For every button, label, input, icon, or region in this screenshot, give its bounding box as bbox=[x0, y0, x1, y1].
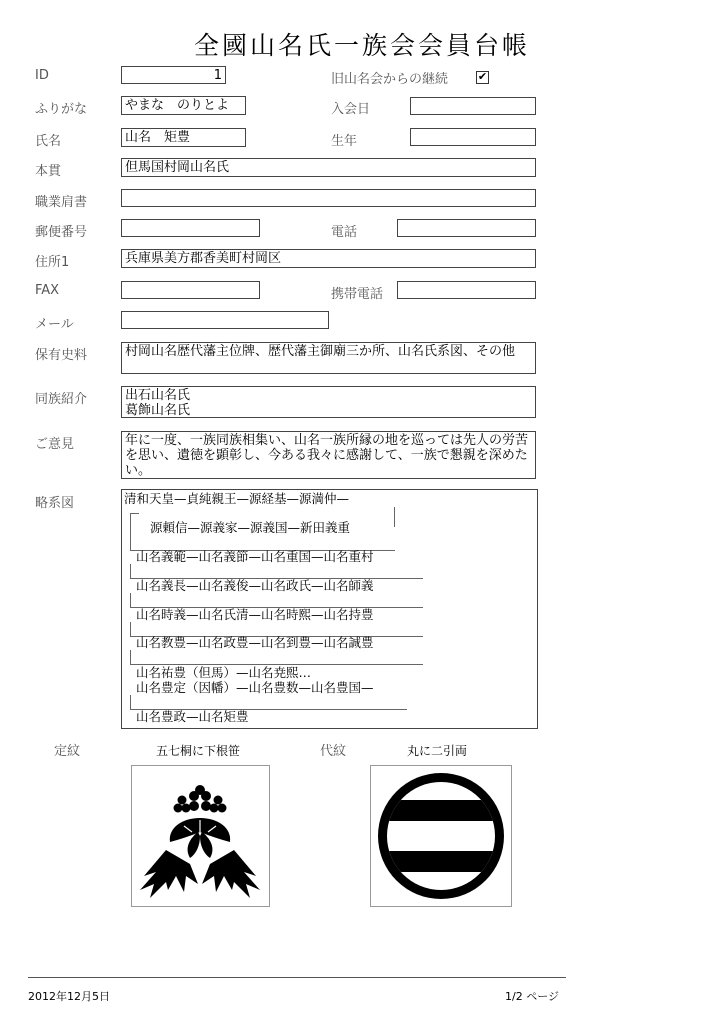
two-bars-in-circle-crest-icon bbox=[371, 766, 511, 906]
furigana-label: ふりがな bbox=[35, 102, 88, 117]
id-label: ID bbox=[35, 68, 49, 83]
opinion-label: ご意見 bbox=[35, 437, 75, 452]
lineage-row: 清和天皇—貞純親王—源経基—源満仲— bbox=[124, 491, 350, 506]
honkan-label: 本貫 bbox=[35, 164, 62, 179]
lineage-row: 山名教豊—山名政豊—山名到豊—山名誠豊 bbox=[136, 635, 374, 650]
jomon-image bbox=[131, 765, 270, 907]
lineage-row: 山名義範—山名義節—山名重国—山名重村 bbox=[136, 549, 374, 564]
postal-field[interactable] bbox=[121, 219, 260, 237]
introduction-field[interactable]: 出石山名氏 葛飾山名氏 bbox=[121, 386, 536, 418]
daimon-label: 代紋 bbox=[320, 744, 347, 759]
birth-year-label: 生年 bbox=[331, 134, 358, 149]
lineage-row: 山名豊政—山名矩豊 bbox=[136, 709, 249, 724]
lineage-label: 略系図 bbox=[35, 496, 75, 511]
page-title: 全國山名氏一族会会員台帳 bbox=[193, 31, 530, 60]
phone-label: 電話 bbox=[331, 225, 358, 240]
join-date-field[interactable] bbox=[410, 97, 536, 115]
opinion-field[interactable]: 年に一度、一族同族相集い、山名一族所縁の地を巡っては先人の労苦を思い、遺徳を顕彰し、今ある我々に感謝して、一族で懇親を深めたい。 bbox=[121, 431, 536, 479]
footer-date: 2012年12月5日 bbox=[28, 990, 110, 1003]
continuation-label: 旧山名会からの継続 bbox=[331, 72, 449, 87]
lineage-row: 山名祐豊（但馬）—山名尭熙… bbox=[136, 665, 312, 680]
name-label: 氏名 bbox=[35, 134, 62, 149]
continuation-checkbox[interactable]: ✔ bbox=[477, 70, 488, 83]
jomon-name: 五七桐に下根笹 bbox=[156, 744, 241, 758]
materials-label: 保有史料 bbox=[35, 348, 88, 363]
footer-divider bbox=[28, 977, 566, 978]
furigana-field[interactable]: やまな のりとよ bbox=[121, 96, 246, 115]
occupation-field[interactable] bbox=[121, 189, 536, 207]
phone-field[interactable] bbox=[397, 219, 536, 237]
email-field[interactable] bbox=[121, 311, 329, 329]
jomon-label: 定紋 bbox=[54, 744, 81, 759]
birth-year-field[interactable] bbox=[410, 128, 536, 146]
postal-label: 郵便番号 bbox=[35, 225, 88, 240]
paulownia-crest-icon bbox=[132, 766, 269, 906]
mobile-field[interactable] bbox=[397, 281, 536, 299]
name-field[interactable]: 山名 矩豊 bbox=[121, 128, 246, 147]
materials-field[interactable]: 村岡山名歴代藩主位牌、歴代藩主御廟三か所、山名氏系図、その他 bbox=[121, 342, 536, 374]
email-label: メール bbox=[35, 317, 74, 332]
mobile-label: 携帯電話 bbox=[331, 287, 384, 302]
lineage-row: 山名義長—山名義俊—山名政氏—山名師義 bbox=[136, 578, 374, 593]
fax-field[interactable] bbox=[121, 281, 260, 299]
address-field[interactable]: 兵庫県美方郡香美町村岡区 bbox=[121, 249, 536, 268]
daimon-image bbox=[370, 765, 512, 907]
fax-label: FAX bbox=[35, 283, 60, 298]
join-date-label: 入会日 bbox=[331, 102, 371, 117]
honkan-field[interactable]: 但馬国村岡山名氏 bbox=[121, 158, 536, 177]
introduction-label: 同族紹介 bbox=[35, 392, 88, 407]
lineage-row: 山名豊定（因幡）—山名豊数—山名豊国— bbox=[136, 680, 374, 695]
footer-page: 1/2 ページ bbox=[505, 990, 559, 1003]
lineage-row: 山名時義—山名氏清—山名時熙—山名持豊 bbox=[136, 607, 374, 622]
daimon-name: 丸に二引両 bbox=[407, 744, 468, 758]
address-label: 住所1 bbox=[35, 255, 70, 270]
id-field[interactable]: 1 bbox=[121, 66, 226, 84]
lineage-row: 源頼信—源義家—源義国—新田義重 bbox=[150, 520, 351, 535]
occupation-label: 職業肩書 bbox=[35, 195, 88, 210]
lineage-box[interactable] bbox=[121, 489, 538, 729]
